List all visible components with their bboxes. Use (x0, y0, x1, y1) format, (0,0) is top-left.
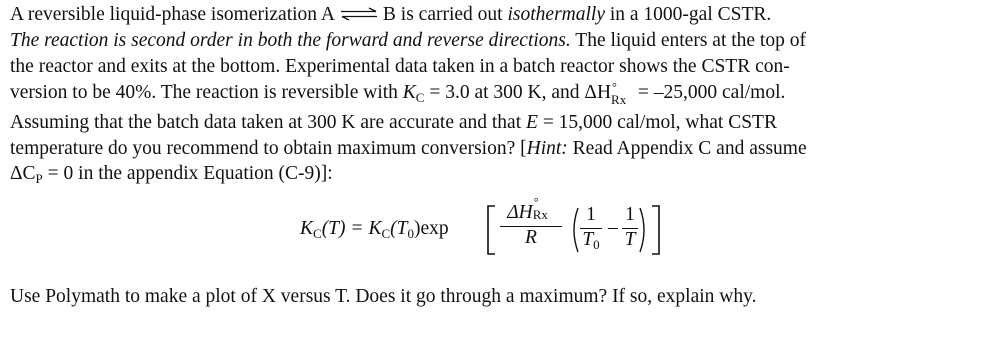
equilibrium-arrows-icon (339, 3, 379, 29)
left-paren-icon (568, 206, 580, 254)
fraction-one-over-t (622, 204, 638, 253)
problem-line-2 (10, 28, 994, 54)
text-segment: = –25,000 cal/mol. (637, 81, 786, 103)
text-segment: (T (390, 218, 408, 239)
text-segment: ΔC (10, 163, 36, 185)
denominator: R (525, 227, 537, 248)
text-segment: )exp (413, 218, 449, 239)
footer-text: Use Polymath to make a plot of X versus T. Does it go through a maximum? If so, explain why. (10, 286, 757, 307)
delta-h-symbol: ΔH (507, 202, 533, 223)
text-segment: B is carried out (382, 4, 503, 25)
problem-line-7 (10, 161, 994, 192)
subscript: C (415, 89, 425, 105)
numerator (498, 195, 564, 226)
minus-sign: – (608, 217, 618, 238)
footer-instruction (10, 284, 756, 309)
subscript: 0 (407, 226, 414, 241)
italic-text: The reaction is second order in both the forward and reverse directions. (10, 30, 571, 52)
kc-symbol: K (368, 218, 382, 239)
subscript: C (381, 226, 391, 241)
text-segment: (T) = (321, 218, 369, 239)
kc-symbol: K (300, 218, 314, 239)
degree-symbol: ° (533, 195, 539, 209)
text-segment: A reversible liquid-phase isomerization A (10, 4, 335, 25)
subscript: Rx (532, 207, 548, 222)
subscript: Rx (611, 91, 627, 107)
numerator: 1 (586, 204, 596, 225)
text-segment: = 0 in the appendix Equation (C-9)]: (47, 163, 333, 185)
right-bracket-icon (650, 204, 662, 256)
problem-line-6 (10, 136, 994, 162)
subscript: C (313, 226, 322, 241)
kc-symbol: K (402, 81, 416, 103)
text-segment: Read Appendix C and assume (572, 137, 807, 159)
problem-line-1 (10, 2, 994, 28)
left-bracket-icon (485, 204, 497, 256)
subscript: P (35, 171, 43, 187)
text-segment: The liquid enters at the top of (575, 30, 806, 52)
superscript-subscript (611, 79, 633, 107)
fraction-one-over-t0 (580, 204, 602, 253)
equation-lhs (300, 218, 449, 242)
numerator: 1 (625, 204, 635, 225)
subscript: 0 (593, 237, 600, 252)
text-segment: the reactor and exits at the bottom. Experimental data taken in a batch reactor shows the CSTR con- (10, 55, 790, 77)
van-t-hoff-equation (300, 195, 720, 260)
italic-text: isothermally (507, 4, 605, 25)
right-paren-icon (638, 206, 650, 254)
problem-line-4 (10, 80, 994, 111)
text-segment: = 15,000 cal/mol, what CSTR (542, 112, 777, 134)
t0-symbol: T (582, 229, 594, 250)
text-segment: = 3.0 at 300 K, and ΔH (429, 81, 612, 103)
text-segment: temperature do you recommend to obtain maximum conversion? [ (10, 137, 527, 159)
italic-text: Hint: (526, 137, 568, 159)
problem-line-5 (10, 110, 994, 136)
t-symbol: T (624, 229, 636, 250)
e-symbol: E (526, 112, 538, 134)
problem-line-3 (10, 54, 994, 80)
text-segment: version to be 40%. The reaction is reversible with (10, 81, 398, 103)
degree-symbol: ° (612, 79, 617, 94)
superscript-subscript (532, 195, 555, 222)
problem-statement (10, 2, 994, 192)
text-segment: in a 1000-gal CSTR. (609, 4, 772, 25)
fraction-dh-over-r (498, 195, 564, 251)
text-segment: Assuming that the batch data taken at 300 K are accurate and that (10, 112, 522, 134)
